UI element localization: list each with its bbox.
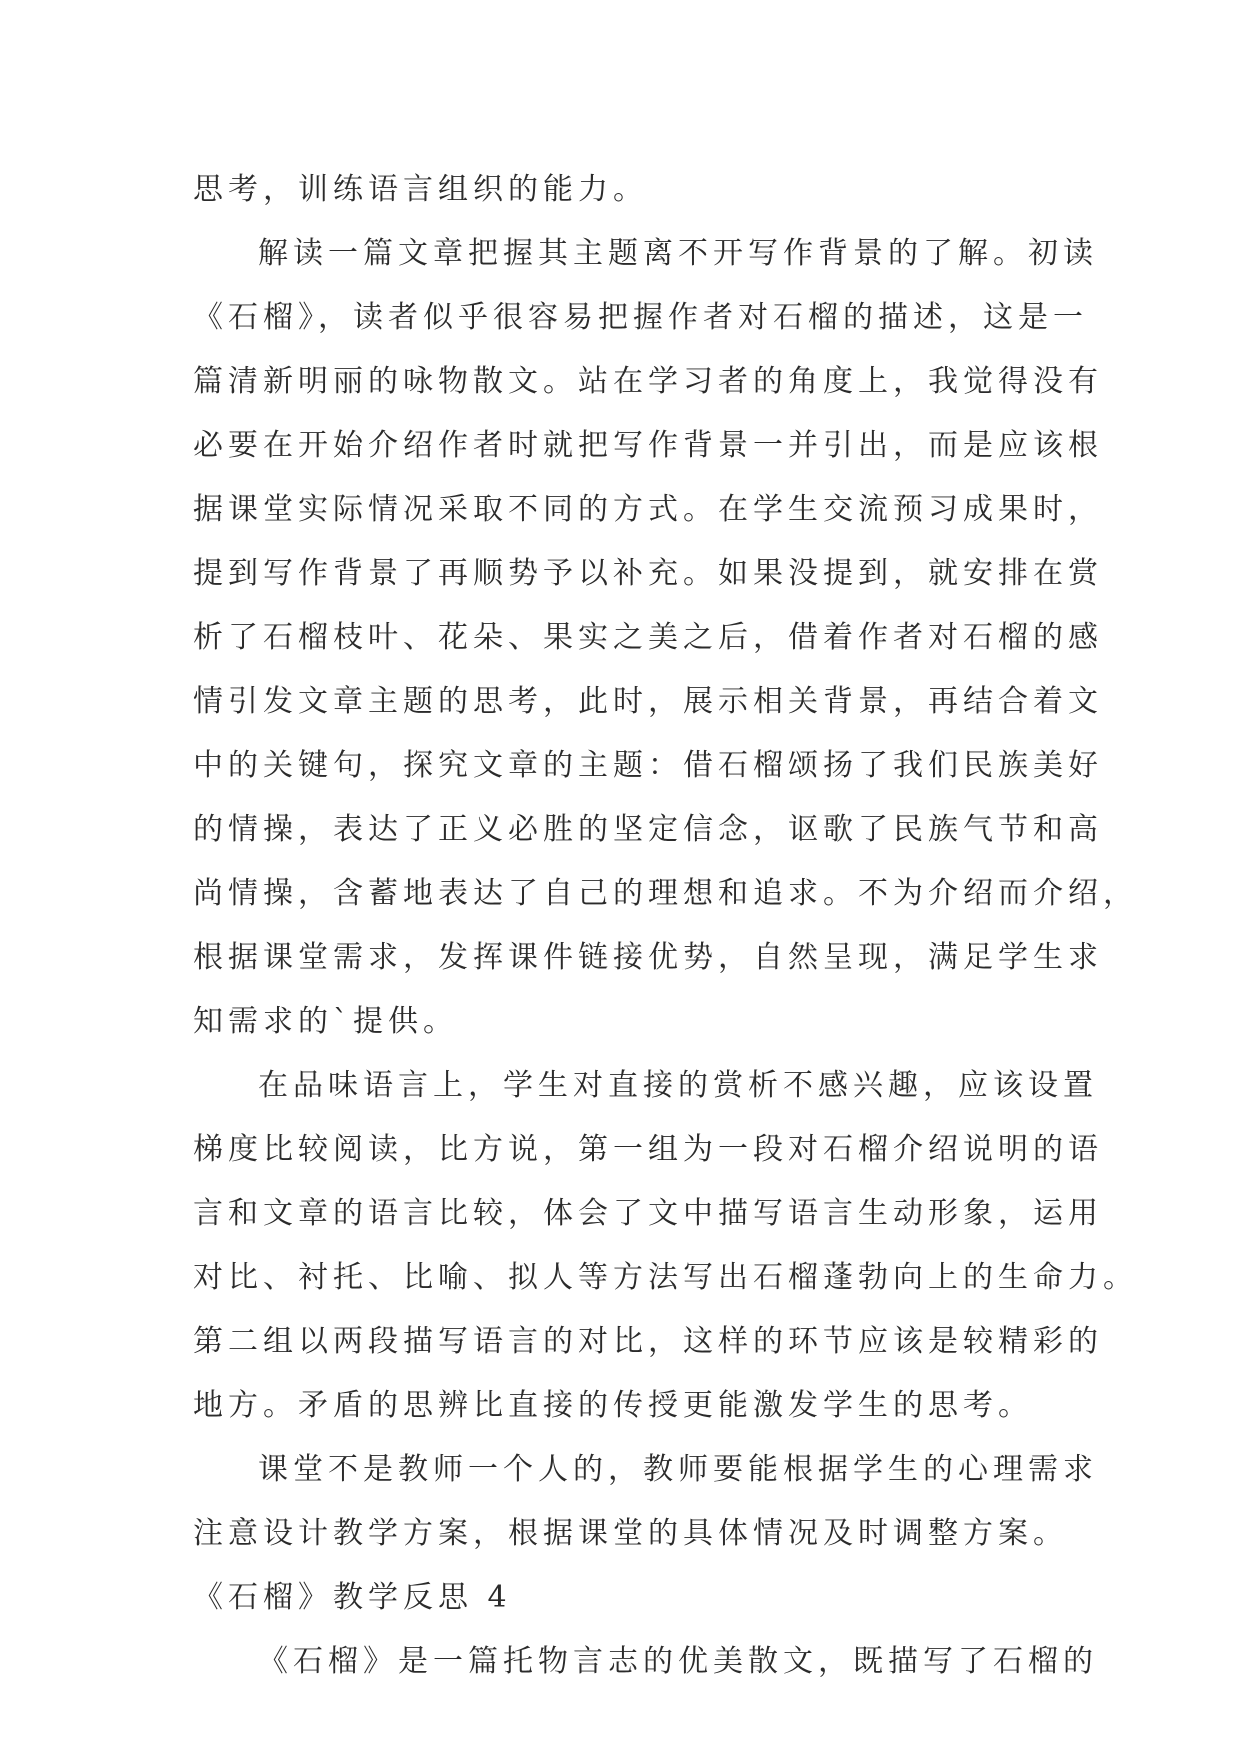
text-line: 中的关键句，探究文章的主题：借石榴颂扬了我们民族美好 [193, 748, 1103, 783]
text-line: 的情操，表达了正义必胜的坚定信念，讴歌了民族气节和高 [193, 812, 1103, 847]
text-line: 解读一篇文章把握其主题离不开写作背景的了解。初读 [258, 236, 1098, 271]
text-line: 篇清新明丽的咏物散文。站在学习者的角度上，我觉得没有 [193, 364, 1103, 399]
text-line: 《石榴》，读者似乎很容易把握作者对石榴的描述，这是一 [193, 300, 1088, 335]
text-line: 第二组以两段描写语言的对比，这样的环节应该是较精彩的 [193, 1324, 1103, 1359]
text-line: 对比、衬托、比喻、拟人等方法写出石榴蓬勃向上的生命力。 [193, 1260, 1138, 1295]
text-line: 梯度比较阅读，比方说，第一组为一段对石榴介绍说明的语 [193, 1132, 1103, 1167]
text-line: 必要在开始介绍作者时就把写作背景一并引出，而是应该根 [193, 428, 1103, 463]
text-line: 言和文章的语言比较，体会了文中描写语言生动形象，运用 [193, 1196, 1103, 1231]
text-line: 据课堂实际情况采取不同的方式。在学生交流预习成果时， [193, 492, 1103, 527]
document-body [193, 158, 1138, 1694]
text-line: 尚情操，含蓄地表达了自己的理想和追求。不为介绍而介绍， [193, 876, 1138, 911]
text-line: 《石榴》是一篇托物言志的优美散文，既描写了石榴的 [258, 1644, 1098, 1679]
text-line: 思考，训练语言组织的能力。 [193, 172, 648, 207]
text-line: 地方。矛盾的思辨比直接的传授更能激发学生的思考。 [193, 1388, 1033, 1423]
text-line: 课堂不是教师一个人的，教师要能根据学生的心理需求 [258, 1452, 1098, 1487]
text-line: 情引发文章主题的思考，此时，展示相关背景，再结合着文 [193, 684, 1103, 719]
text-line: 知需求的`提供。 [193, 1004, 458, 1039]
text-line: 提到写作背景了再顺势予以补充。如果没提到，就安排在赏 [193, 556, 1103, 591]
text-line: 注意设计教学方案，根据课堂的具体情况及时调整方案。 [193, 1516, 1068, 1551]
text-line: 析了石榴枝叶、花朵、果实之美之后，借着作者对石榴的感 [193, 620, 1103, 655]
text-line: 根据课堂需求，发挥课件链接优势，自然呈现，满足学生求 [193, 940, 1103, 975]
section-heading: 《石榴》教学反思 4 [193, 1580, 512, 1615]
text-line: 在品味语言上，学生对直接的赏析不感兴趣，应该设置 [258, 1068, 1098, 1103]
